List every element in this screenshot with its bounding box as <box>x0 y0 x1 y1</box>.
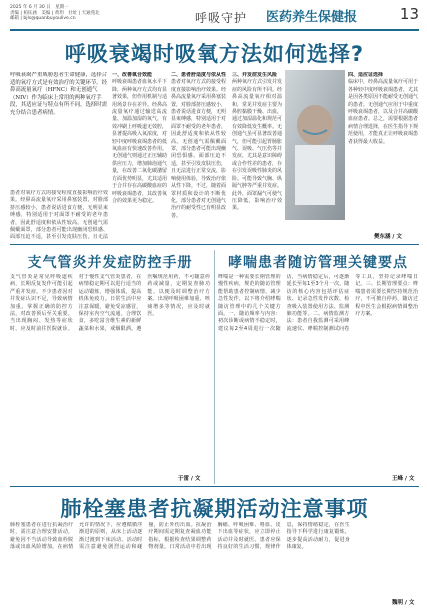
article4-byline: 魏明 / 文 <box>392 600 415 606</box>
header-editor: 责编 | 柏钰涵 美编 | 黄玥 社址 | 天通苑北 <box>10 10 100 16</box>
patient-oxygen-photo <box>285 70 345 220</box>
article1-para-3: 两种氧疗方式引发并发症的风险有所不同。经鼻高流量氧疗相对温和，常见并发症主要为鼻腔黏膜干燥、出血，通过加湿温化和规范可有效降低发生概率。无创通气虽可显著改善通气，但可能引起胃肠胀气、误吸、气压伤等并发症，尤其是意识障碍或合作性差的患者，存在引发误吸性肺炎的风险。可能导致气胸、纵隔气肿等严重并发症。此外，面罩漏气可使气压降低，影响治疗效果。 <box>232 79 282 212</box>
article1-title: 呼吸衰竭时吸氧方法如何选择? <box>64 42 365 66</box>
article1-subhead-1: 一、改善氧合效能 <box>112 72 153 78</box>
section-divider-2 <box>10 486 419 487</box>
article1-lead: 呼吸衰竭严重威胁患者生命健康，选择合适的氧疗方式是有效治疗的关键环节。经鼻高流量氧疗（HFNC）和无创通气（NIV）作为临床上常用的两种氧疗手段，其适应证与特点有所不同，选择时需充分结合患者病情。 <box>10 72 108 116</box>
header-meta <box>10 5 100 22</box>
article1-subhead-2: 二、患者舒适度与依从性 <box>171 72 226 78</box>
newspaper-logo: 医药养生保健报 <box>266 10 358 25</box>
article1-col2 <box>112 72 167 240</box>
article4-body: 肺栓塞患者在进行抗凝治疗时，需注意合理安排活动，避免因不当活动导致血栓脱落或出血风险增加。在病情允许的情况下，应遵循循序渐进的原则，从床上活动逐渐过渡到下床活动。活动时需注意避免剧烈运动和碰撞，防止外伤出血。抗凝治疗期间需定期复查凝血功能指标，根据检查结果调整药物剂量。日常活动中若出现胸痛、呼吸困难、咯血、皮下出血等症状，应立即停止活动并及时就医。患者应保持良好的生活习惯，规律作息，保持情绪稳定，在医生指导下科学进行康复锻炼，逐步提高活动耐力，促进身体康复。 <box>10 522 350 551</box>
article1-para-4: 临床中，经鼻高流量氧疗可用于各种轻中度呼吸衰竭患者，尤其是因各类原因不能耐受无创通气的患者。无创通气应用于中重度呼吸衰竭患者，以及合并高碳酸血症患者。总之，需要根据患者病情合理选择，在医生指导下规范使用，才能真正让呼吸衰竭患者获得最大收益。 <box>348 79 418 145</box>
article3-byline: 王峰 / 文 <box>392 476 415 482</box>
header-divider <box>10 29 419 31</box>
article1-col5 <box>348 72 418 232</box>
article1-subhead-4: 四、适应证选择 <box>348 72 384 78</box>
article3-title: 哮喘患者随访管理关键要点 <box>228 255 408 271</box>
page-header <box>10 3 419 31</box>
article2-title: 支气管炎并发症防控手册 <box>27 255 193 271</box>
article1-para-1: 呼吸衰竭患者血氧水平下降，两种氧疗方式均有显著效果，但作用机制与适用场景存在差异。经鼻高流量氧疗通过输送高流量、加温加湿的氧气，有效冲刷上呼吸道无效腔，显著提高吸入氧浓度，对轻中度呼吸衰竭患者的低氧血症有快速改善作用。无创通气则通过正压辅助供应压力，增加肺泡通气量，在改善二氧化碳潴留方面优势明显，尤其适用于合并存在高碳酸血症的呼吸衰竭患者，其改善氧合的效果更为稳定。 <box>112 79 167 204</box>
article1-para-2: 患者对氧疗方式的接受程度直接影响治疗效果。经鼻高流量氧疗采用鼻塞装置，对脸部挤压感较小，患者说话进食方便，无明显束缚感，特别适用于对面罩不耐受的老年患者，因此舒适度和依从性较高。无创通气需佩戴面罩，部分患者可能出现幽闭恐惧感、面部压迫不适，甚至引发皮肤压伤，且无法 <box>10 190 108 240</box>
article1-byline: 樊东涵 / 文 <box>374 234 402 240</box>
section-name: 呼吸守护 <box>195 11 248 25</box>
section-divider-1 <box>10 244 419 245</box>
article1-subhead-3: 三、并发症发生风险 <box>232 72 278 78</box>
article1-col4 <box>232 72 282 240</box>
page-number: 13 <box>399 5 419 23</box>
article3-body: 哮喘是一种需要长期管理的慢性疾病，规范的随访管理能帮助患者控制病情、减少急性发作，以下将介绍哮喘随访管理中的几个关键方面。一、随访频率与内容：初次诊断或病情不稳定时，建议每2至4周进行一次随访，当病情稳定后，可逐渐延长至每1至3个月一次。随访的核心内容包括评估症状、记录急性发作次数、检查吸入装置使用方法、监测肺功能等。二、病情监测方法：患者自我监测可采用峰流速仪、哮喘控制测试问卷等工具，坚持记录哮喘日记。三、长期管理要点：哮喘患者需要长期坚持规范治疗，不可擅自停药，随访过程中医生会根据病情调整治疗方案。 <box>218 274 418 332</box>
article2-body: 支气管炎是常见呼吸道疾病，长期反复发作可能引起严重并发症。不少患者因对并发症认识不足，导致病情加重。掌握正确的防控方法，对改善预后至关重要。当出现胸闷、发热等症状时，应及时前往医院就诊。对于慢性支气管炎患者，在病情稳定期可以进行适当的运动锻炼，增强体质，提高机体免疫力。日常生活中应注意保暖，避免受凉感冒，保持室内空气流通。合理饮食，多吃富含维生素的新鲜蔬菜和水果，戒烟限酒。遵医嘱规范用药，不可随意停药或减量，定期复查肺功能，以便及时调整治疗方案。出现呼吸困难加重、咳痰增多等情况，应及时就医。 <box>10 274 210 332</box>
header-date: 2025 年 6 月 30 日 星期一 <box>10 5 69 10</box>
header-email: 邮箱 | bjls@quanbuyoulive.cn <box>10 16 76 21</box>
article1-col3 <box>171 72 226 240</box>
article1-para-2b: 患者对氧疗方式的接受程度直接影响治疗效果。经鼻高流量氧疗采用鼻塞装置，对脸部挤压感较小，患者说话进食方便，无明显束缚感，特别适用于对面罩不耐受的老年患者，因此舒适度和依从性较高。无创通气需佩戴面罩，部分患者可能出现幽闭恐惧感、面部压迫不适，甚至引发皮肤压伤，且无法进行正常交流，影响使用体验，导致治疗依从性下降。不过，随着面罩材质和设计的不断优化，部分患者对无创通气治疗的耐受性已有明显改善。 <box>171 79 226 219</box>
column-divider <box>214 250 215 484</box>
article1-col1-bottom <box>10 190 108 240</box>
article2-byline: 于雷 / 文 <box>178 476 201 482</box>
article4-title: 肺栓塞患者抗凝期活动注意事项 <box>60 497 369 521</box>
